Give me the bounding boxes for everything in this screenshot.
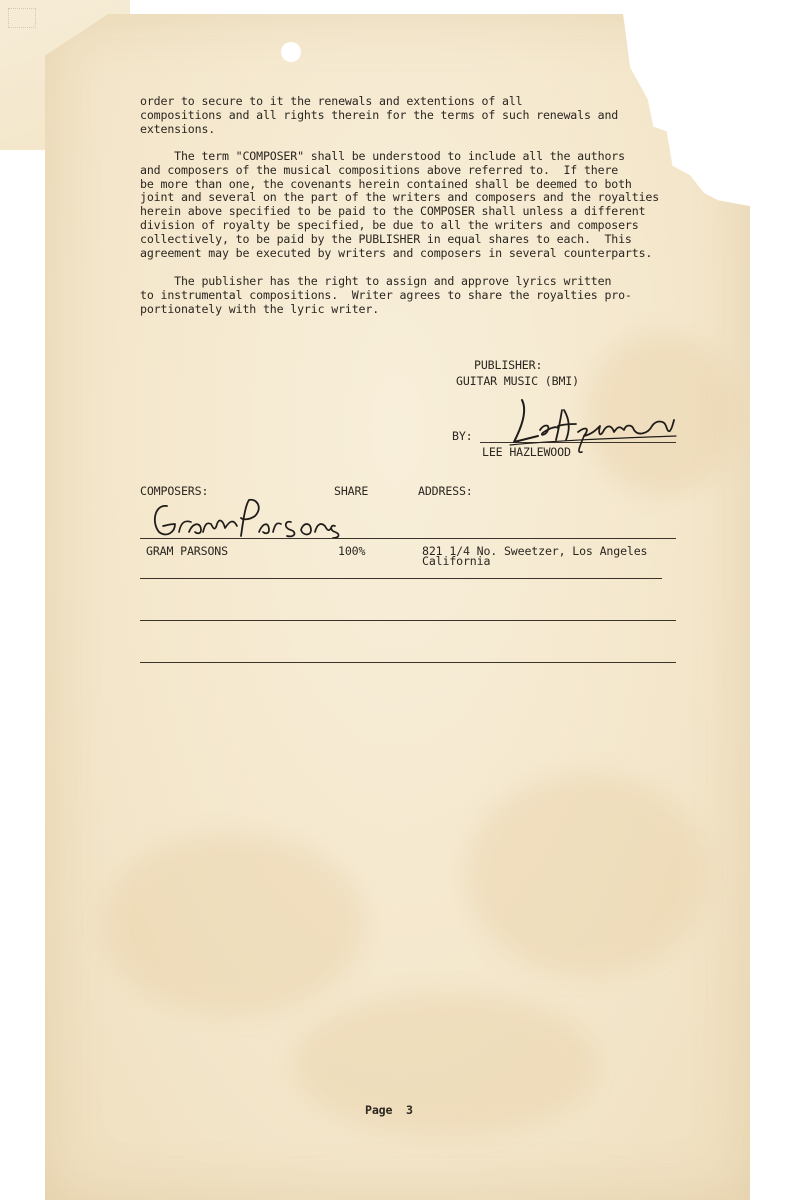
paragraph-composer-definition: The term "COMPOSER" shall be understood to include all the authors and composers of the musical compositions above referred to. If there be more than one, the covenants herein contained shall be deemed to both joint and several on the part of the writers and composers and the royalties herein above specified to be paid to the COMPOSER shall unless a different division of royalty be specified, be due to all the writers and composers collectively, to be paid by the PUBLISHER in equal shares to each. This agreement may be executed by writers and composers in several counterparts. xyxy=(140,149,660,260)
page-number: Page 3 xyxy=(365,1103,413,1117)
publisher-name: GUITAR MUSIC (BMI) xyxy=(456,374,579,388)
composer-name: GRAM PARSONS xyxy=(146,544,228,558)
composers-header: COMPOSERS: xyxy=(140,484,209,498)
composer-address-line1: 821 1/4 No. Sweetzer, Los Angeles xyxy=(422,544,648,558)
address-header: ADDRESS: xyxy=(418,484,473,498)
stamp-mark xyxy=(8,8,36,28)
lee-hazlewood-signature xyxy=(500,390,690,460)
publisher-signatory: LEE HAZLEWOOD xyxy=(482,445,571,459)
paragraph-renewals: order to secure to it the renewals and extentions of all compositions and all rights therein for the terms of such renewals and extensions. xyxy=(140,94,619,136)
composer-signature-line xyxy=(140,538,676,539)
gram-parsons-signature xyxy=(145,492,355,544)
by-label: BY: xyxy=(452,429,473,443)
share-header: SHARE xyxy=(334,484,369,498)
composer-share: 100% xyxy=(338,544,366,558)
composer-address-line2: California xyxy=(422,554,491,568)
punch-hole xyxy=(281,42,301,62)
blank-composer-line-2 xyxy=(140,620,676,621)
publisher-label: PUBLISHER: xyxy=(474,358,543,372)
blank-composer-line-3 xyxy=(140,662,676,663)
blank-composer-line-1 xyxy=(140,578,662,579)
paragraph-lyrics: The publisher has the right to assign and approve lyrics written to instrumental compositions. Writer agrees to share the royalties pro- portionately with the lyric writer. xyxy=(140,274,632,316)
